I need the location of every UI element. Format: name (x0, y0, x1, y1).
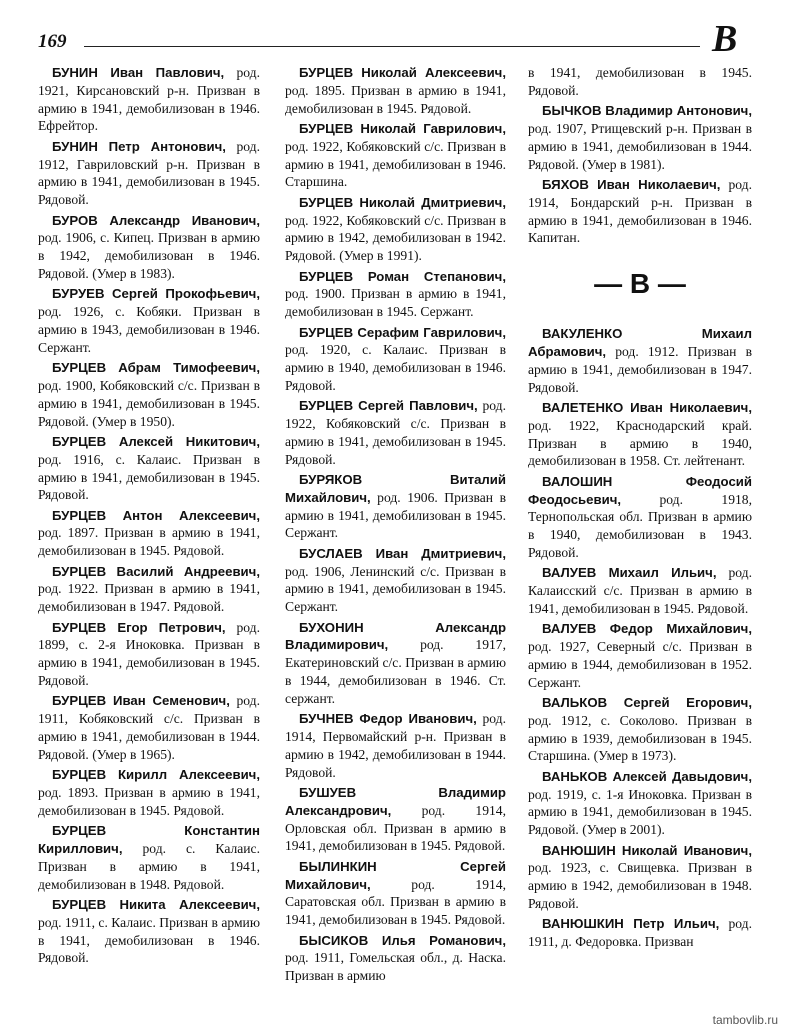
entry-name: БУРЦЕВ Василий Андреевич, (52, 563, 260, 579)
entry-text: род. 1912, с. Соколово. Призван в армию в 1939, демобилизован в 1945. Старшина. (Умер в 1973). (528, 712, 752, 764)
entry (38, 433, 260, 504)
entry (528, 325, 752, 396)
entry (528, 694, 752, 765)
entry (38, 212, 260, 283)
entry-name: БУРЦЕВ Абрам Тимофеевич, (52, 360, 260, 376)
entry (38, 766, 260, 819)
entry-name: ВАНЬКОВ Алексей Давыдович, (542, 768, 752, 784)
entry-name: БУРЦЕВ Иван Семенович, (52, 693, 230, 709)
entry (528, 620, 752, 691)
entry-text: род. 1922, Кобяковский с/с. Призван в армию в 1941, демобилизован в 1946. Старшина. (285, 138, 506, 190)
entry-text: род. 1900, Кобяковский с/с. Призван в армию в 1941, демобилизован в 1945. Рядовой. (Умер в 1950). (38, 377, 260, 429)
entry-text: род. 1899, с. 2-я Иноковка. Призван в армию в 1941, демобилизован в 1945. Рядовой. (38, 619, 260, 689)
entry (38, 138, 260, 209)
entry-text: род. Калаисский с/с. Призван в армию в 1941, демобилизован в 1945. Рядовой. (528, 565, 752, 616)
entry-name: БУНИН Иван Павлович, (52, 65, 225, 80)
column-2 (285, 64, 506, 988)
entry-name: ВАНЮШИН Николай Иванович, (542, 842, 752, 858)
entry-text: род. 1912. Призван в армию в 1941, демобилизован в 1947. Рядовой. (528, 343, 752, 395)
entry-name: ВАЛОШИН Феодосий Феодосьевич, (528, 473, 752, 507)
entry (528, 102, 752, 173)
entry (285, 858, 506, 929)
entry-name: БУНИН Петр Антонович, (52, 138, 226, 154)
entry (285, 710, 506, 781)
entry-text: род. 1922. Призван в армию в 1941, демобилизован в 1947. Рядовой. (38, 581, 260, 615)
entry-text: род. 1917, Екатериновский с/с. Призван в армию в 1944, демобилизован в 1946. Ст. сержант. (285, 637, 506, 706)
entry-name: БУРОВ Александр Иванович, (52, 212, 260, 228)
entry (285, 932, 506, 985)
entry-text: род. 1914, Саратовская обл. Призван в армию в 1941, демобилизован в 1945. Рядовой. (285, 876, 506, 928)
entry-name: ВАКУЛЕНКО Михаил Абрамович, (528, 326, 752, 359)
column-3-top (528, 64, 752, 247)
entry-name: БУРЦЕВ Серафим Гаврилович, (299, 324, 506, 340)
entry-name: БУРЦЕВ Егор Петрович, (52, 619, 226, 635)
entry-name: БУРУЕВ Сергей Прокофьевич, (52, 286, 260, 302)
entry-text: род. 1911, Кобяковский с/с. Призван в армию в 1941, демобилизован в 1944. Рядовой. (Умер в 1965). (38, 693, 260, 762)
entry-name: БУРЦЕВ Кирилл Алексеевич, (52, 767, 260, 783)
entry (38, 285, 260, 356)
column-1 (38, 64, 260, 970)
entry (528, 768, 752, 839)
entry-text: род. 1911, д. Федоровка. Призван (528, 916, 752, 950)
entry (38, 64, 260, 135)
entry-name: БУРЦЕВ Алексей Никитович, (52, 433, 260, 449)
entry-text: род. 1914, Бондарский р-н. Призван в армию в 1941, демобилизован в 1946. Капитан. (528, 176, 752, 246)
entry-text: род. 1897. Призван в армию в 1941, демобилизован в 1945. Рядовой. (38, 525, 260, 559)
entry (285, 545, 506, 616)
entry-text: род. 1922, Кобяковский с/с. Призван в армию в 1942, демобилизован в 1942. Рядовой. (Умер в 1991). (285, 212, 506, 264)
entry-name: БУРЦЕВ Николай Дмитриевич, (299, 194, 506, 210)
entry (528, 64, 752, 100)
entry-text: род. 1921, Кирсановский р-н. Призван в армию в 1941, демобилизован в 1946. Ефрейтор. (38, 65, 260, 134)
entry-name: БУРЦЕВ Антон Алексеевич, (52, 507, 260, 523)
entry (528, 842, 752, 913)
entry-name: БУСЛАЕВ Иван Дмитриевич, (299, 545, 506, 561)
entry-name: БУРЯКОВ Виталий Михайлович, (285, 472, 506, 505)
entry-text: род. 1900. Призван в армию в 1941, демобилизован в 1945. Сержант. (285, 286, 506, 320)
entry-name: БЫЛИНКИН Сергей Михайлович, (285, 858, 506, 892)
entry (528, 473, 752, 562)
entry-name: ВАЛЕТЕНКО Иван Николаевич, (542, 399, 752, 415)
entry-name: БУШУЕВ Владимир Александрович, (285, 785, 506, 818)
entry (528, 564, 752, 617)
entry (285, 64, 506, 117)
watermark: tambovlib.ru (712, 1013, 778, 1027)
entry-name: БЫЧКОВ Владимир Антонович, (542, 103, 752, 119)
entry-name: БЫСИКОВ Илья Романович, (299, 932, 506, 948)
entry-text: род. 1922, Кобяковский с/с. Призван в армию в 1941, демобилизован в 1945. Рядовой. (285, 398, 506, 467)
section-letter: В (712, 18, 738, 60)
page-number: 169 (38, 31, 67, 52)
entry (285, 268, 506, 321)
entry (38, 619, 260, 690)
entry (38, 822, 260, 893)
entry-name: БУРЦЕВ Николай Алексеевич, (299, 65, 506, 80)
entry (285, 784, 506, 855)
entry-name: БУХОНИН Александр Владимирович, (285, 619, 506, 653)
entry-text: род. 1912, Гавриловский р-н. Призван в армию в 1941, демобилизован в 1945. Рядовой. (38, 138, 260, 208)
entry-name: БУРЦЕВ Роман Степанович, (299, 268, 506, 284)
entry-text: род. 1927, Северный с/с. Призван в армию в 1944, демобилизован в 1952. Сержант. (528, 639, 752, 690)
entry-text: род. 1920, с. Калаис. Призван в армию в 1940, демобилизован в 1946. Рядовой. (285, 342, 506, 393)
entry-name: БУРЦЕВ Сергей Павлович, (299, 398, 478, 414)
entry-text: род. 1923, с. Свищевка. Призван в армию в 1942, демобилизован в 1948. Рядовой. (528, 860, 752, 912)
entry-text: род. 1895. Призван в армию в 1941, демобилизован в 1945. Рядовой. (285, 82, 506, 116)
entry (285, 194, 506, 265)
entry (285, 120, 506, 191)
entry-text: род. 1906, с. Кипец. Призван в армию в 1942, демобилизован в 1946. Рядовой. (Умер в 1983). (38, 230, 260, 281)
entry-text: род. с. Калаис. Призван в армию в 1941, демобилизован в 1948. Рядовой. (38, 841, 260, 892)
entry-text: род. 1907, Ртищевский р-н. Призван в армию в 1941, демобилизован в 1944. Рядовой. (Умер в 1981). (528, 120, 752, 172)
entry-name: БУЧНЕВ Федор Иванович, (299, 711, 477, 727)
entry-text: род. 1893. Призван в армию в 1941, демобилизован в 1945. Рядовой. (38, 785, 260, 818)
entry-text: род. 1911, с. Калаис. Призван в армию в 1941, демобилизован в 1946. Рядовой. (38, 914, 260, 966)
entry-text: род. 1922, Краснодарский край. Призван в армию в 1940, демобилизован в 1958. Ст. лейтенант. (528, 417, 752, 469)
entry-text: род. 1919, с. 1-я Иноковка. Призван в армию в 1941, демобилизован в 1945. Рядовой. (Умер в 2001). (528, 786, 752, 838)
entry-name: БУРЦЕВ Никита Алексеевич, (52, 896, 260, 912)
column-3-bottom (528, 325, 752, 951)
entry (528, 399, 752, 470)
entry-name: ВАНЮШКИН Петр Ильич, (542, 916, 720, 932)
entry (38, 692, 260, 763)
entry-name: БУРЦЕВ Константин Кириллович, (38, 823, 260, 856)
entry (528, 915, 752, 951)
entry-text: род. 1926, с. Кобяки. Призван в армию в 1943, демобилизован в 1946. Сержант. (38, 304, 260, 355)
entry-name: ВАЛУЕВ Федор Михайлович, (542, 621, 752, 637)
entry (38, 507, 260, 560)
entry-text: род. 1906, Ленинский с/с. Призван в армию в 1941, демобилизован в 1945. Сержант. (285, 563, 506, 615)
entry-name: ВАЛЬКОВ Сергей Егорович, (542, 695, 752, 711)
entry (285, 324, 506, 395)
entry (38, 563, 260, 616)
entry (38, 896, 260, 967)
column-3 (528, 64, 752, 954)
entry-text: род. 1914, Первомайский р-н. Призван в армию в 1942, демобилизован в 1944. Рядовой. (285, 711, 506, 780)
entry (38, 359, 260, 430)
section-heading: — В — (594, 268, 686, 300)
entry-text: род. 1916, с. Калаис. Призван в армию в 1941, демобилизован в 1945. Рядовой. (38, 451, 260, 503)
entry (285, 397, 506, 468)
entry-text: в 1941, демобилизован в 1945. Рядовой. (528, 65, 752, 98)
entry-text: род. 1906. Призван в армию в 1941, демобилизован в 1945. Сержант. (285, 489, 506, 541)
entry-name: БЯХОВ Иван Николаевич, (542, 176, 721, 192)
entry-name: БУРЦЕВ Николай Гаврилович, (299, 120, 506, 136)
entry (285, 619, 506, 708)
entry-name: ВАЛУЕВ Михаил Ильич, (542, 565, 717, 581)
entry-text: род. 1918, Тернопольская обл. Призван в армию в 1940, демобилизован в 1943. Рядовой. (528, 491, 752, 560)
header-rule (84, 46, 700, 47)
entry (285, 471, 506, 542)
entry-text: род. 1911, Гомельская обл., д. Наска. Призван в армию (285, 950, 506, 984)
entry-text: род. 1914, Орловская обл. Призван в армию в 1941, демобилизован в 1945. Рядовой. (285, 802, 506, 854)
entry (528, 176, 752, 247)
